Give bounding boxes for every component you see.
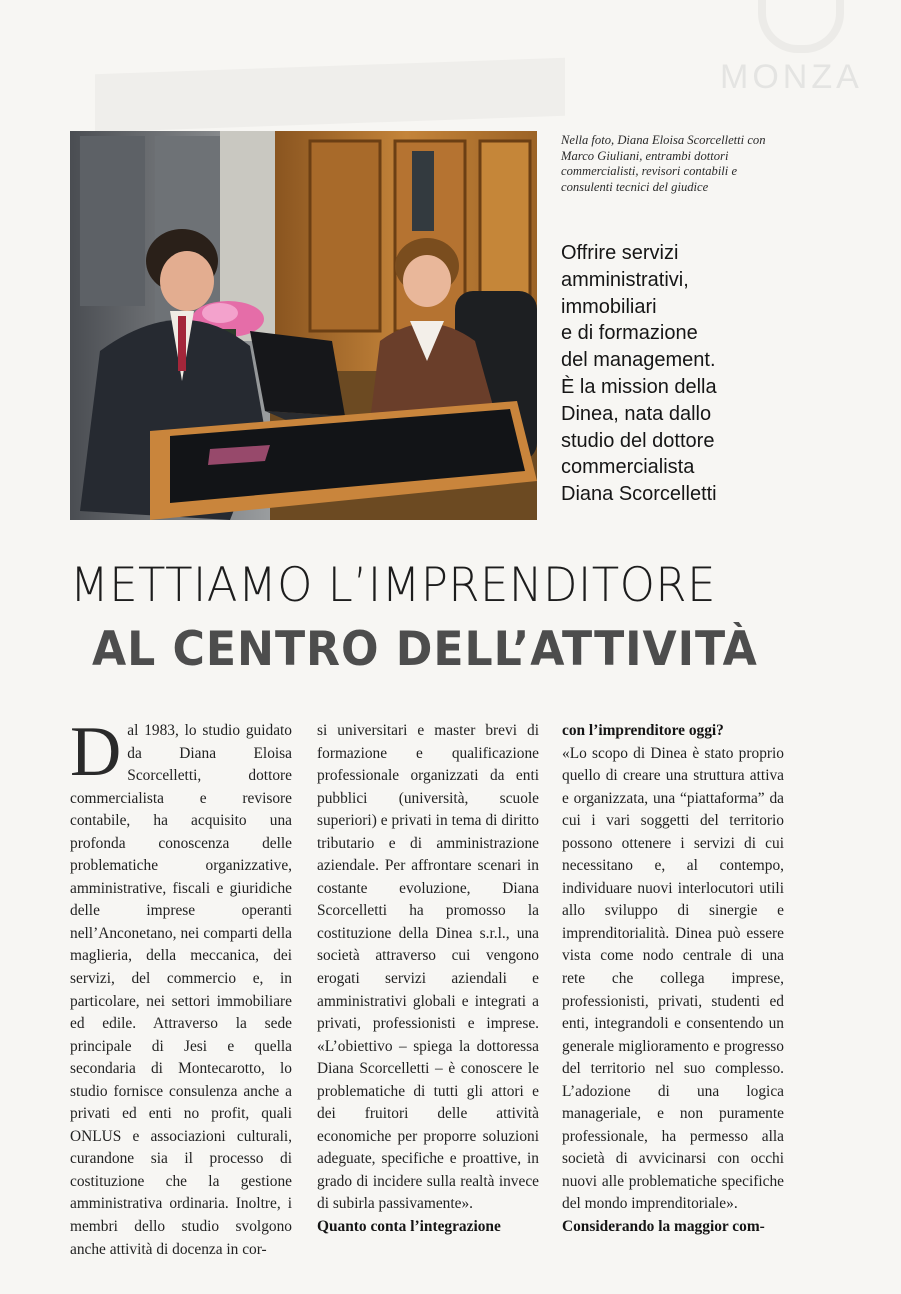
lede-line: commercialista [561, 456, 695, 479]
article-column-3 [562, 720, 784, 1239]
drop-cap: D [70, 713, 122, 791]
article-column-1 [70, 713, 292, 1261]
subheading-integration: Quanto conta l’integrazione [317, 1218, 501, 1236]
background-band [95, 58, 565, 132]
lede-line: È la mission della [561, 375, 717, 398]
column-2-text: si universitari e master brevi di formazione e qualificazione professionale organizzati da enti pubblici (università, scuole superiori) e privati in tema di diritto tributario e di amministrazione aziendale. Per affrontare scenari in costante evoluzione, Diana Scorcelletti ha promosso la costituzione della Dinea s.r.l., una società attraverso cui vengono erogati servizi aziendali e amministrativi globali e integrati a privati, professionisti e imprese. «L’obiettivo – spiega la dottoressa Diana Scorcelletti – è conoscere le problematiche di tutti gli attori e dei fruitori delle attività economiche per proporre soluzioni adeguate, specifiche e proattive, in grado di incidere sulla realtà invece di subirla passivamente». [317, 722, 539, 1213]
article-photo [70, 131, 537, 520]
photo-illustration [70, 131, 537, 520]
headline-line-2: AL CENTRO DELL’ATTIVITÀ [92, 622, 758, 677]
background-brand-text: MONZA [720, 58, 863, 96]
headline-line-1: METTIAMO L’IMPRENDITORE [70, 558, 716, 613]
subheading-next: Considerando la maggior com- [562, 1218, 765, 1236]
column-1-text: al 1983, lo studio guidato da Diana Eloisa Scorcelletti, dottore commercialista e revisore contabile, ha acquisito una profonda conoscenza delle problematiche organizzative, amministrative, fiscali e giuridiche delle imprese operanti nell’Anconetano, nei comparti della maglieria, della meccanica, dei servizi, del commercio e, in particolare, nei settori immobiliare ed edile. Attraverso la sede principale di Jesi e quella secondaria di Montecarotto, lo studio fornisce consulenza anche a privati ed enti no profit, quali ONLUS e associazioni culturali, curandone sia il processo di costituzione che la gestione amministrativa ordinaria. Inoltre, i membri dello studio svolgono anche attività di docenza in cor- [70, 722, 292, 1258]
lede-line: del management. [561, 349, 716, 372]
lede-text [561, 240, 801, 508]
lede-line: Diana Scorcelletti [561, 483, 717, 506]
subheading-continued: con l’imprenditore oggi? [562, 722, 724, 739]
lede-line: amministrativi, [561, 268, 689, 291]
photo-caption: Nella foto, Diana Eloisa Scorcelletti con Marco Giuliani, entrambi dottori commercialisti, revisori contabili e consulenti tecnici del giudice [561, 133, 766, 194]
lede-line: studio del dottore [561, 429, 715, 452]
lede-line: immobiliari [561, 295, 657, 318]
article-column-2 [317, 720, 539, 1239]
lede-line: Offrire servizi [561, 242, 679, 264]
lede-line: Dinea, nata dallo [561, 402, 712, 425]
background-logo-mark [758, 0, 844, 53]
column-3-text: «Lo scopo di Dinea è stato proprio quello di creare una struttura attiva e organizzata, una “piattaforma” da cui i vari soggetti del territorio possono ottenere i servizi di cui necessitano e, al contempo, individuare nuovi interlocutori utili allo sviluppo di sinergie e imprenditorialità. Dinea può essere vista come nodo centrale di una rete che collega imprese, professionisti, privati, studenti ed enti, integrandoli e consentendo un generale miglioramento e progresso del territorio nel suo complesso. L’adozione di una logica manageriale, e non puramente professionale, ha permesso alla società di avvicinarsi con occhi nuovi alle problematiche specifiche del mondo imprenditoriale». [562, 744, 784, 1213]
lede-line: e di formazione [561, 322, 698, 345]
